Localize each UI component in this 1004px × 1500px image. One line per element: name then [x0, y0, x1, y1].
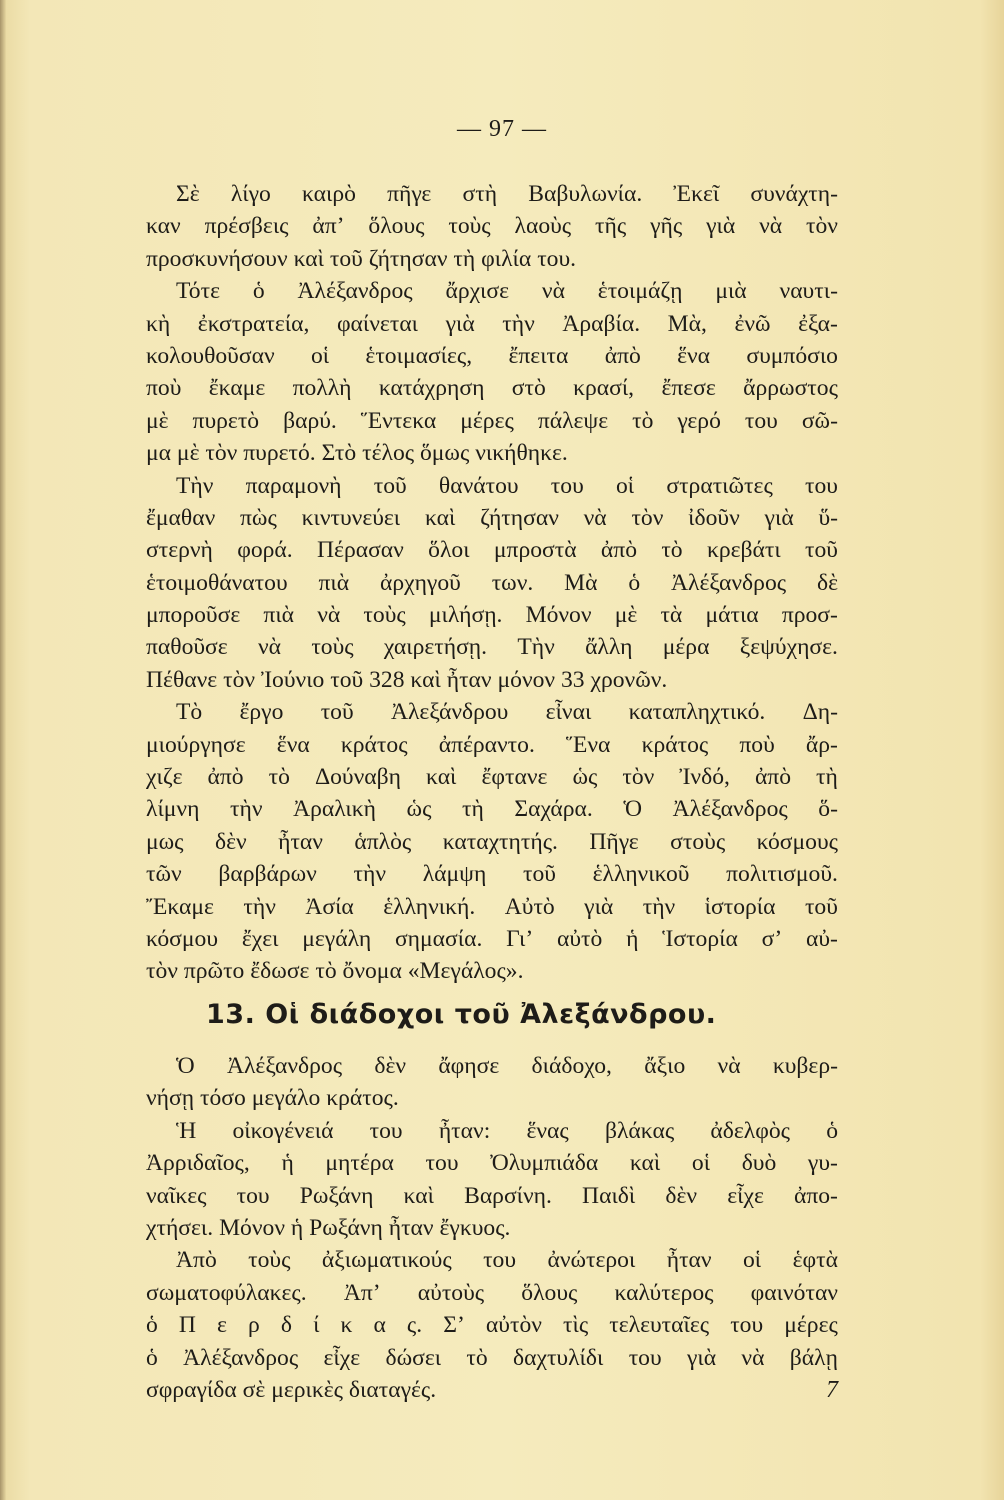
text-line: κὴ ἐκστρατεία, φαίνεται γιὰ τὴν Ἀραβία. Μὰ, ἐνῶ ἐξα- [146, 310, 838, 337]
text-line: χιζε ἀπὸ τὸ Δούναβη καὶ ἔφτανε ὡς τὸν Ἰνδό, ἀπὸ τὴ [146, 764, 838, 791]
text-line: Σὲ λίγο καιρὸ πῆγε στὴ Βαβυλωνία. Ἐκεῖ συνάχτη- [176, 181, 838, 207]
text-line: τῶν βαρβάρων τὴν λάμψη τοῦ ἑλληνικοῦ πολιτισμοῦ. [146, 861, 838, 888]
text-line: στερνὴ φορά. Πέρασαν ὅλοι μπροστὰ ἀπὸ τὸ κρεβάτι τοῦ [146, 537, 838, 564]
text-line: Τὴν παραμονὴ τοῦ θανάτου του οἱ στρατιῶτες του [176, 472, 838, 499]
text-line: ὁ Π ε ρ δ ί κ α ς. Σ’ αὐτὸν τὶς τελευταῖες του μέρες [146, 1312, 838, 1339]
text-line: Τὸ ἔργο τοῦ Ἀλεξάνδρου εἶναι καταπληχτικό. Δη- [176, 699, 838, 726]
text-line: νήσῃ τόσο μεγάλο κράτος. [146, 1085, 399, 1112]
text-line: ἑτοιμοθάνατου πιὰ ἀρχηγοῦ των. Μὰ ὁ Ἀλέξανδρος δὲ [146, 569, 838, 596]
text-line: ὁ Ἀλέξανδρος εἶχε δώσει τὸ δαχτυλίδι του γιὰ νὰ βάλῃ [146, 1344, 838, 1371]
text-line: μως δὲν ἦταν ἁπλὸς καταχτητής. Πῆγε στοὺς κόσμους [146, 828, 838, 855]
text-line: μα μὲ τὸν πυρετό. Στὸ τέλος ὅμως νικήθηκε. [146, 440, 568, 467]
text-line: μποροῦσε πιὰ νὰ τοὺς μιλήσῃ. Μόνον μὲ τὰ μάτια προσ- [146, 602, 838, 629]
text-line: Ἡ οἰκογένειά του ἦταν: ἕνας βλάκας ἀδελφὸς ὁ [176, 1117, 838, 1144]
body-text-bottom [146, 1050, 838, 1406]
body-text-top [146, 178, 838, 988]
text-line: παθοῦσε νὰ τοὺς χαιρετήσῃ. Τὴν ἄλλη μέρα ξεψύχησε. [146, 634, 838, 661]
text-line: λίμνη τὴν Ἀραλικὴ ὡς τὴ Σαχάρα. Ὁ Ἀλέξανδρος ὅ- [146, 796, 838, 823]
text-line: μὲ πυρετὸ βαρύ. Ἕντεκα μέρες πάλεψε τὸ γερό του σῶ- [146, 407, 838, 434]
text-line: μιούργησε ἕνα κράτος ἀπέραντο. Ἕνα κράτος ποὺ ἄρ- [146, 731, 838, 758]
text-line: ναῖκες του Ρωξάνη καὶ Βαρσίνη. Παιδὶ δὲν εἶχε ἀπο- [146, 1182, 838, 1209]
text-line: προσκυνήσουν καὶ τοῦ ζήτησαν τὴ φιλία του. [146, 245, 577, 272]
text-line: σωματοφύλακες. Ἀπ’ αὐτοὺς ὅλους καλύτερος φαινόταν [146, 1279, 838, 1306]
text-line: σφραγίδα σὲ μερικὲς διαταγές. [146, 1376, 437, 1403]
page-edge [0, 0, 6, 1500]
text-line: ποὺ ἔκαμε πολλὴ κατάχρηση στὸ κρασί, ἔπεσε ἄρρωστος [146, 375, 838, 402]
text-line: Τότε ὁ Ἀλέξανδρος ἄρχισε νὰ ἑτοιμάζῃ μιὰ ναυτι- [176, 278, 838, 305]
section-heading: 13. Οἱ διάδοχοι τοῦ Ἀλεξάνδρου. [206, 999, 717, 1030]
text-line: ἔμαθαν πὼς κιντυνεύει καὶ ζήτησαν νὰ τὸν ἰδοῦν γιὰ ὕ- [146, 504, 838, 531]
text-line: κολουθοῦσαν οἱ ἑτοιμασίες, ἔπειτα ἀπὸ ἕνα συμπόσιο [146, 342, 838, 369]
text-line: Ἔκαμε τὴν Ἀσία ἑλληνική. Αὐτὸ γιὰ τὴν ἱστορία τοῦ [146, 893, 838, 920]
signature-mark: 7 [826, 1377, 838, 1403]
text-line: καν πρέσβεις ἀπ’ ὅλους τοὺς λαοὺς τῆς γῆς γιὰ νὰ τὸν [146, 213, 838, 240]
text-line: Ἀπὸ τοὺς ἀξιωματικούς του ἀνώτεροι ἦταν οἱ ἑφτὰ [176, 1247, 838, 1274]
text-line: χτήσει. Μόνον ἡ Ρωξάνη ἦταν ἔγκυος. [146, 1214, 511, 1241]
text-line: Ἀρριδαῖος, ἡ μητέρα του Ὀλυμπιάδα καὶ οἱ δυὸ γυ- [146, 1150, 838, 1177]
text-line: τὸν πρῶτο ἔδωσε τὸ ὄνομα «Μεγάλος». [146, 958, 524, 985]
text-line: Πέθανε τὸν Ἰούνιο τοῦ 328 καὶ ἦταν μόνον 33 χρονῶν. [146, 666, 668, 693]
text-line: κόσμου ἔχει μεγάλη σημασία. Γι’ αὐτὸ ἡ Ἱστορία σ’ αὐ- [146, 925, 838, 952]
page-number: — 97 — [457, 116, 547, 142]
text-line: Ὁ Ἀλέξανδρος δὲν ἄφησε διάδοχο, ἄξιο νὰ κυβερ- [176, 1053, 838, 1079]
